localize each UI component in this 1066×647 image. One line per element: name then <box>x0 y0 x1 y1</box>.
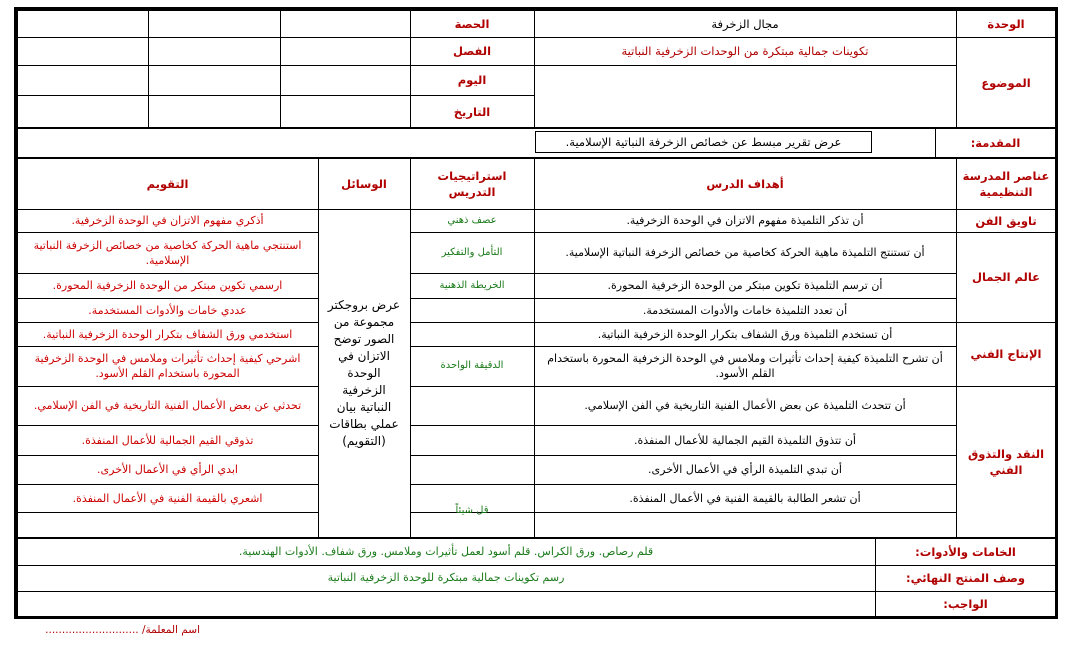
objective-7: أن تتحدث التلميذة عن بعض الأعمال الفنية التاريخية في الفن الإسلامي. <box>584 399 906 412</box>
col-objectives: أهداف الدرس <box>706 176 784 191</box>
objective-4: أن تعدد التلميذة خامات والأدوات المستخدمة. <box>642 303 848 317</box>
evaluation-1: أذكري مفهوم الاتزان في الوحدة الزخرفية. <box>71 214 264 227</box>
strategy-reflection: التأمل والتفكير <box>441 246 503 258</box>
objective-2: أن تستنتج التلميذة ماهية الحركة كخاصية من خصائص الزخرفة النباتية الإسلامية. <box>565 246 925 259</box>
objective-10: أن تشعر الطالبة بالقيمة الفنية في الأعمال المنفذة. <box>629 491 861 505</box>
evaluation-6: اشرحي كيفية إحداث تأثيرات وملامس في الوحدة الزخرفية المحورة باستخدام القلم الأسود. <box>34 352 301 380</box>
evaluation-8: تذوقي القيم الجمالية للأعمال المنفذة. <box>81 433 254 447</box>
evaluation-9: ابدي الرأي في الأعمال الأخرى. <box>97 463 238 476</box>
objective-9: أن تبدي التلميذة الرأي في الأعمال الأخرى. <box>648 463 842 476</box>
col-evaluation: التقويم <box>146 176 189 191</box>
objective-5: أن تستخدم التلميذة ورق الشفاف بتكرار الوحدة الزخرفية النباتية. <box>597 327 893 341</box>
strategy-mindmap: الخريطة الذهنية <box>439 279 505 291</box>
col-strategies: استراتيجيات التدريس <box>437 168 507 199</box>
strategy-one-minute: الدقيقة الواحدة <box>440 360 504 371</box>
lesson-label: الحصة <box>454 16 490 31</box>
evaluation-2: استنتجي ماهية الحركة كخاصية من خصائص الزخرفة النباتية الإسلامية. <box>33 238 302 267</box>
teacher-signature <box>20 624 200 642</box>
objective-3: أن ترسم التلميذة تكوين مبتكر من الوحدة الزخرفية المحورة. <box>607 279 883 292</box>
day-label: اليوم <box>457 73 487 87</box>
homework-label: الواجب: <box>943 597 988 611</box>
unit-value: مجال الزخرفة <box>711 16 779 31</box>
section-intaj: الإنتاج الفني <box>970 347 1042 361</box>
evaluation-4: عددي خامات والأدوات المستخدمة. <box>88 303 247 317</box>
col-means: الوسائل <box>341 176 387 191</box>
evaluation-5: استخدمي ورق الشفاف بتكرار الوحدة الزخرفية النباتية. <box>42 327 293 341</box>
evaluation-3: ارسمي تكوين مبتكر من الوحدة الزخرفية المحورة. <box>52 279 283 292</box>
evaluation-10: اشعري بالقيمة الفنية في الأعمال المنفذة. <box>72 491 263 505</box>
objective-6: أن تشرح التلميذة كيفية إحداث تأثيرات وملامس في الوحدة الزخرفية المحورة باستخدام القلم الأسود. <box>547 352 943 380</box>
means-text: عرض بروجكتر مجموعة من الصور توضح الاتزان في الوحدة الزخرفية النباتية بيان عملي بطاقات (التقويم) <box>327 298 401 448</box>
strategy-brainstorm: عصف ذهني <box>447 214 497 226</box>
final-product-value: رسم تكوينات جمالية مبتكرة للوحدة الزخرفية النباتية <box>327 571 565 584</box>
materials-label: الخامات والأدوات: <box>915 544 1016 559</box>
date-label: التاريخ <box>453 104 491 119</box>
section-alam: عالم الجمال <box>971 270 1041 284</box>
topic-label: الموضوع <box>981 75 1031 90</box>
objective-1: أن تذكر التلميذة مفهوم الاتزان في الوحدة الزخرفية. <box>626 214 864 227</box>
final-product-label: وصف المنتج النهائي: <box>905 571 1026 585</box>
intro-value: عرض تقرير مبسط عن خصائص الزخرفة النباتية الإسلامية. <box>565 135 842 149</box>
teacher-name-label: اسم المعلمة/ <box>141 624 200 636</box>
section-naqd: النقد والتذوق الفني <box>967 447 1045 477</box>
class-label: الفصل <box>452 44 492 58</box>
topic-value: تكوينات جمالية مبتكرة من الوحدات الزخرفية النباتية <box>621 44 869 58</box>
strategy-say-something: قل شيئاً <box>455 505 489 516</box>
col-elements: عناصر المدرسة التنظيمية <box>962 168 1050 199</box>
intro-label: المقدمة: <box>970 136 1021 150</box>
objective-8: أن تتذوق التلميذة القيم الجمالية للأعمال المنفذة. <box>634 433 856 447</box>
evaluation-7: تحدثي عن بعض الأعمال الفنية التاريخية في الفن الإسلامي. <box>33 399 302 412</box>
section-tazawuq: تاويق الفن <box>975 213 1037 228</box>
teacher-name-dots: ............................ <box>45 624 139 636</box>
materials-value: قلم رصاص. ورق الكراس. قلم أسود لعمل تأثيرات وملامس. ورق شفاف. الأدوات الهندسية. <box>238 544 654 558</box>
unit-label: الوحدة <box>987 16 1025 31</box>
